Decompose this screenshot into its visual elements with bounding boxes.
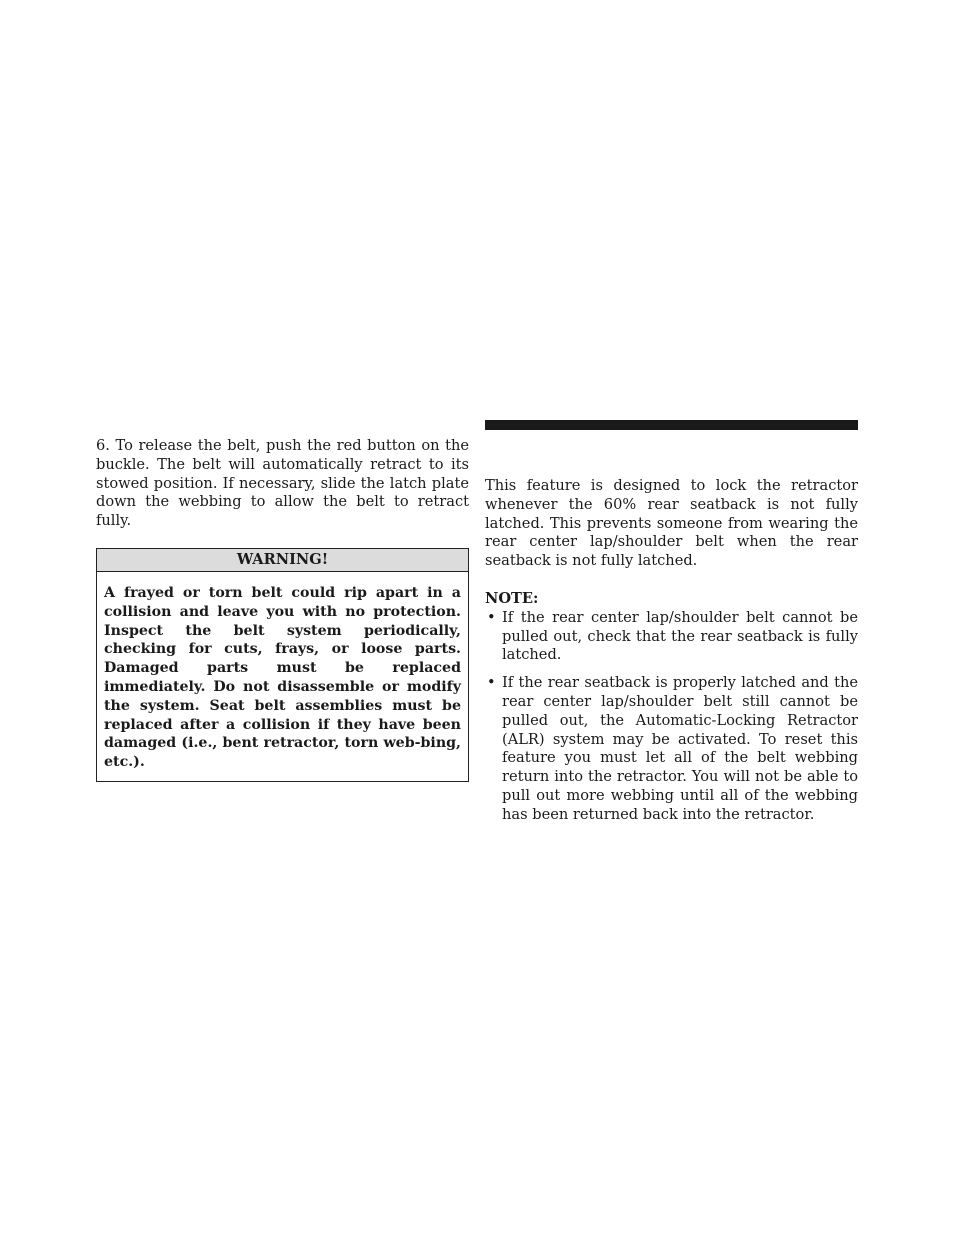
note-text: If the rear seatback is properly latched and the rear center lap/shoulder belt still cannot be pulled out, the Automatic-Locking Retractor (ALR) system may be activated. To reset this feature you must let all of the belt webbing return into the retractor. You will not be able to pull out more webbing until all of the webbing has been returned back into the retractor. xyxy=(502,674,858,823)
bullet-icon: • xyxy=(487,674,496,692)
right-column xyxy=(485,420,858,825)
note-item xyxy=(485,609,858,665)
section-header-bar xyxy=(485,420,858,430)
note-text: If the rear center lap/shoulder belt cannot be pulled out, check that the rear seatback is fully latched. xyxy=(502,608,858,664)
warning-title: WARNING! xyxy=(97,549,468,572)
bullet-icon: • xyxy=(487,608,496,626)
feature-intro: This feature is designed to lock the retractor whenever the 60% rear seatback is not fully latched. This prevents someone from wearing the rear center lap/shoulder belt when the rear seatback is not fully latched. xyxy=(485,477,858,570)
note-label: NOTE: xyxy=(485,589,539,607)
warning-body: A frayed or torn belt could rip apart in a collision and leave you with no protection. Inspect the belt system periodically, checking for cuts, frays, or loose parts. Damaged parts must be replaced immediately. Do not disassemble or modify the system. Seat belt assemblies must be replaced after a collision if they have been damaged (i.e., bent retractor, torn web-bing, etc.). xyxy=(104,584,461,771)
warning-box xyxy=(96,548,469,782)
note-item xyxy=(485,674,858,824)
release-belt-step: 6. To release the belt, push the red button on the buckle. The belt will automatically retract to its stowed position. If necessary, slide the latch plate down the webbing to allow the belt to retract fully. xyxy=(96,437,469,530)
left-column xyxy=(96,437,469,782)
note-list xyxy=(485,609,858,825)
